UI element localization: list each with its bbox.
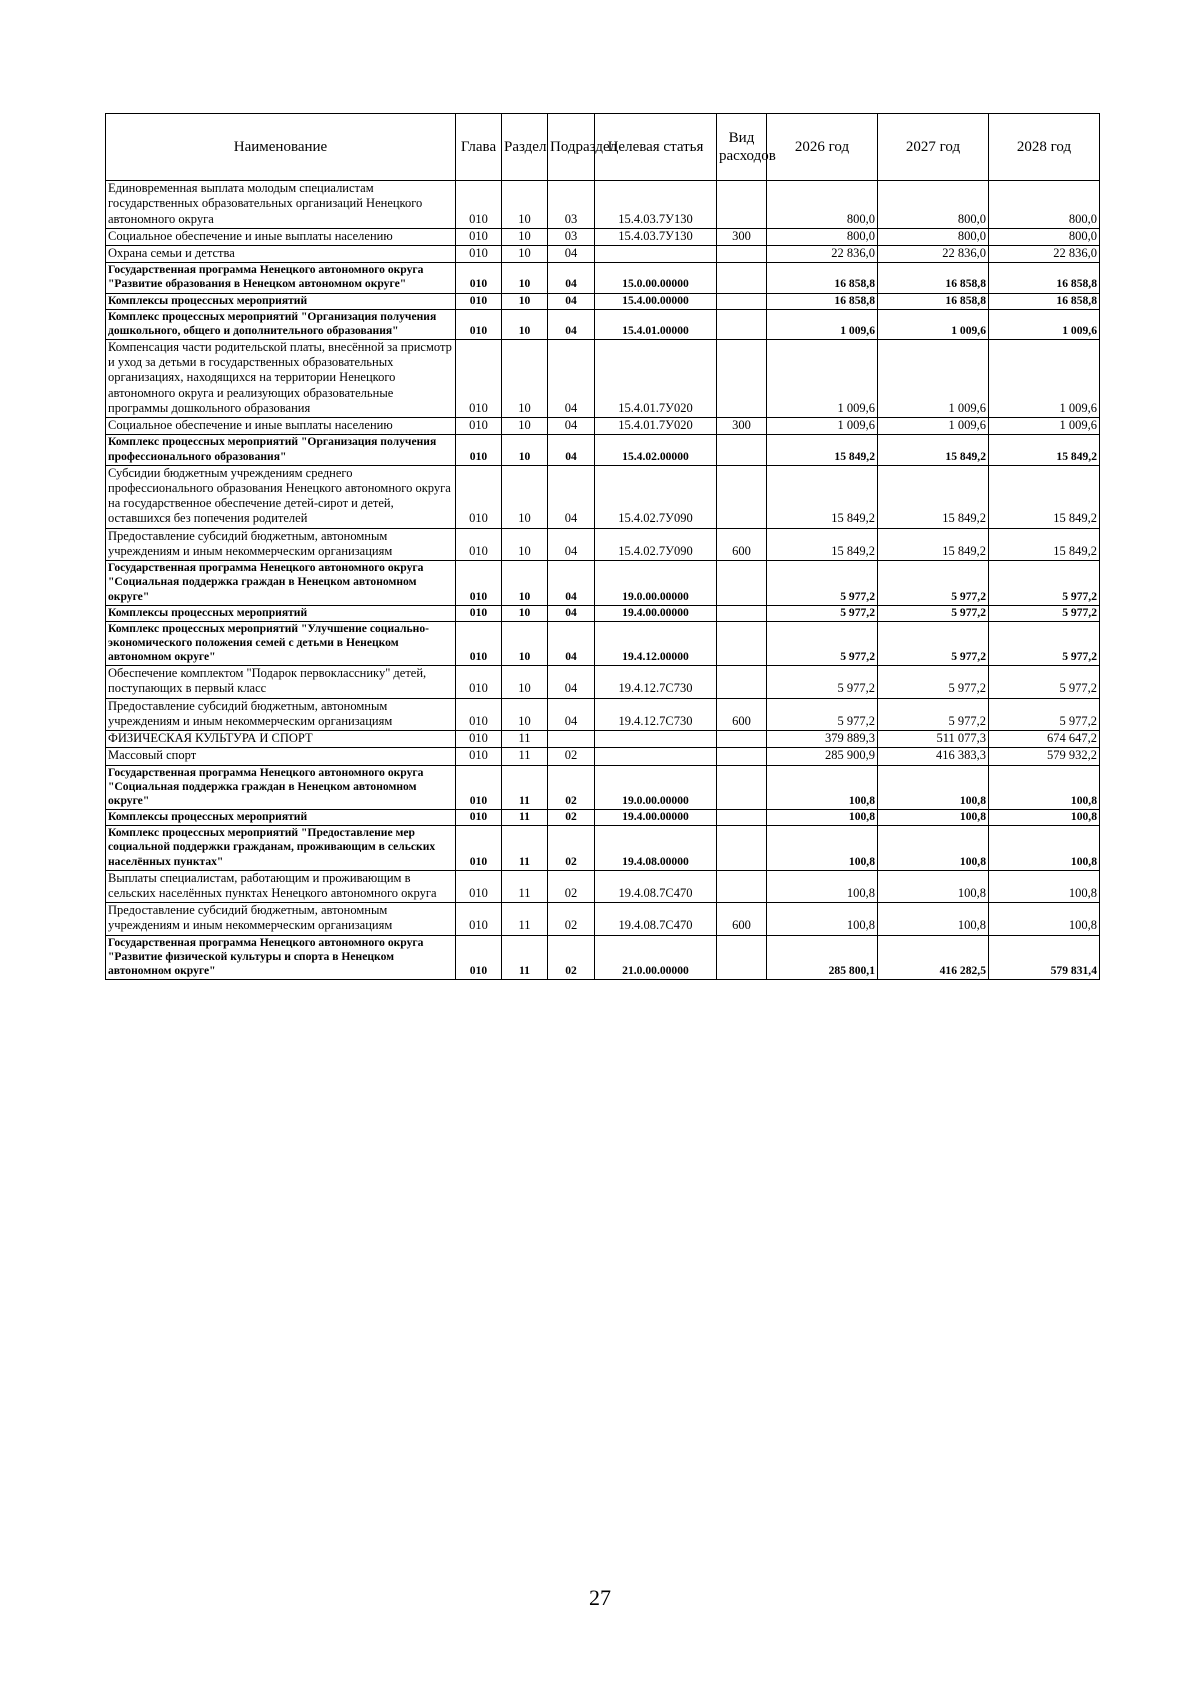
cell-tselevaya: 19.4.12.7С730 bbox=[595, 698, 717, 731]
cell-glava: 010 bbox=[456, 870, 502, 903]
table-row bbox=[106, 418, 1100, 435]
cell-2027: 22 836,0 bbox=[878, 246, 989, 263]
cell-glava: 010 bbox=[456, 765, 502, 809]
cell-razdel: 10 bbox=[502, 293, 548, 309]
cell-2027: 100,8 bbox=[878, 810, 989, 826]
cell-glava: 010 bbox=[456, 246, 502, 263]
cell-tselevaya: 19.4.12.00000 bbox=[595, 621, 717, 665]
cell-2026: 379 889,3 bbox=[767, 731, 878, 748]
cell-2028: 100,8 bbox=[989, 903, 1100, 936]
table-row bbox=[106, 339, 1100, 417]
table-row bbox=[106, 181, 1100, 229]
cell-razdel: 11 bbox=[502, 903, 548, 936]
cell-2027: 416 282,5 bbox=[878, 935, 989, 979]
cell-podrazdel: 02 bbox=[548, 748, 595, 765]
cell-vid: 300 bbox=[717, 228, 767, 245]
cell-2028: 5 977,2 bbox=[989, 666, 1100, 699]
cell-2027: 5 977,2 bbox=[878, 621, 989, 665]
cell-2028: 22 836,0 bbox=[989, 246, 1100, 263]
cell-2028: 800,0 bbox=[989, 181, 1100, 229]
cell-2026: 5 977,2 bbox=[767, 621, 878, 665]
cell-name: Предоставление субсидий бюджетным, автономным учреждениям и иным некоммерческим организациям bbox=[106, 903, 456, 936]
cell-2026: 16 858,8 bbox=[767, 263, 878, 293]
table-row bbox=[106, 465, 1100, 528]
cell-name: Комплекс процессных мероприятий "Организация получения профессионального образования" bbox=[106, 435, 456, 465]
cell-tselevaya bbox=[595, 246, 717, 263]
cell-tselevaya: 19.4.08.7С470 bbox=[595, 870, 717, 903]
cell-razdel: 10 bbox=[502, 435, 548, 465]
cell-razdel: 10 bbox=[502, 418, 548, 435]
cell-tselevaya: 19.4.00.00000 bbox=[595, 605, 717, 621]
cell-vid bbox=[717, 605, 767, 621]
cell-2027: 16 858,8 bbox=[878, 263, 989, 293]
cell-vid: 600 bbox=[717, 528, 767, 561]
cell-2027: 100,8 bbox=[878, 765, 989, 809]
table-row bbox=[106, 731, 1100, 748]
cell-name: Выплаты специалистам, работающим и проживающим в сельских населённых пунктах Ненецкого автономного округа bbox=[106, 870, 456, 903]
page-number: 27 bbox=[589, 1585, 611, 1610]
cell-tselevaya: 21.0.00.00000 bbox=[595, 935, 717, 979]
cell-tselevaya: 19.4.08.00000 bbox=[595, 826, 717, 870]
header-glava: Глава bbox=[456, 114, 502, 181]
cell-vid bbox=[717, 621, 767, 665]
cell-tselevaya: 15.4.01.7У020 bbox=[595, 418, 717, 435]
cell-tselevaya bbox=[595, 731, 717, 748]
cell-2028: 100,8 bbox=[989, 810, 1100, 826]
cell-podrazdel: 04 bbox=[548, 418, 595, 435]
table-row bbox=[106, 698, 1100, 731]
cell-razdel: 11 bbox=[502, 765, 548, 809]
cell-name: Комплексы процессных мероприятий bbox=[106, 810, 456, 826]
cell-vid: 300 bbox=[717, 418, 767, 435]
cell-2027: 800,0 bbox=[878, 228, 989, 245]
header-name: Наименование bbox=[106, 114, 456, 181]
cell-2026: 5 977,2 bbox=[767, 605, 878, 621]
cell-glava: 010 bbox=[456, 605, 502, 621]
cell-tselevaya: 19.0.00.00000 bbox=[595, 765, 717, 809]
table-row bbox=[106, 435, 1100, 465]
cell-tselevaya: 19.0.00.00000 bbox=[595, 561, 717, 605]
cell-tselevaya: 15.0.00.00000 bbox=[595, 263, 717, 293]
cell-2026: 100,8 bbox=[767, 870, 878, 903]
cell-2027: 16 858,8 bbox=[878, 293, 989, 309]
cell-podrazdel: 04 bbox=[548, 309, 595, 339]
cell-glava: 010 bbox=[456, 903, 502, 936]
cell-razdel: 11 bbox=[502, 870, 548, 903]
cell-name: Государственная программа Ненецкого автономного округа "Социальная поддержка граждан в Ненецком автономном округе" bbox=[106, 765, 456, 809]
cell-glava: 010 bbox=[456, 435, 502, 465]
cell-podrazdel: 04 bbox=[548, 561, 595, 605]
cell-name: Комплексы процессных мероприятий bbox=[106, 293, 456, 309]
cell-vid bbox=[717, 826, 767, 870]
header-2028: 2028 год bbox=[989, 114, 1100, 181]
cell-razdel: 10 bbox=[502, 528, 548, 561]
cell-razdel: 11 bbox=[502, 826, 548, 870]
cell-2026: 1 009,6 bbox=[767, 309, 878, 339]
cell-tselevaya: 15.4.02.7У090 bbox=[595, 465, 717, 528]
cell-2028: 15 849,2 bbox=[989, 465, 1100, 528]
cell-2026: 285 900,9 bbox=[767, 748, 878, 765]
cell-2027: 1 009,6 bbox=[878, 418, 989, 435]
cell-2027: 416 383,3 bbox=[878, 748, 989, 765]
cell-glava: 010 bbox=[456, 465, 502, 528]
cell-2028: 16 858,8 bbox=[989, 293, 1100, 309]
cell-2026: 285 800,1 bbox=[767, 935, 878, 979]
cell-tselevaya: 15.4.03.7У130 bbox=[595, 228, 717, 245]
cell-razdel: 10 bbox=[502, 339, 548, 417]
cell-vid bbox=[717, 246, 767, 263]
cell-2026: 100,8 bbox=[767, 810, 878, 826]
cell-podrazdel: 04 bbox=[548, 465, 595, 528]
table-row bbox=[106, 528, 1100, 561]
cell-2026: 5 977,2 bbox=[767, 666, 878, 699]
cell-name: ФИЗИЧЕСКАЯ КУЛЬТУРА И СПОРТ bbox=[106, 731, 456, 748]
cell-razdel: 10 bbox=[502, 263, 548, 293]
cell-tselevaya: 19.4.08.7С470 bbox=[595, 903, 717, 936]
cell-name: Государственная программа Ненецкого автономного округа "Развитие физической культуры и спорта в Ненецком автономном округе" bbox=[106, 935, 456, 979]
cell-name: Комплексы процессных мероприятий bbox=[106, 605, 456, 621]
cell-2028: 5 977,2 bbox=[989, 698, 1100, 731]
cell-vid bbox=[717, 666, 767, 699]
cell-2026: 1 009,6 bbox=[767, 339, 878, 417]
cell-name: Предоставление субсидий бюджетным, автономным учреждениям и иным некоммерческим организациям bbox=[106, 698, 456, 731]
cell-razdel: 10 bbox=[502, 621, 548, 665]
table-row bbox=[106, 561, 1100, 605]
cell-razdel: 10 bbox=[502, 698, 548, 731]
cell-vid bbox=[717, 339, 767, 417]
table-row bbox=[106, 621, 1100, 665]
cell-glava: 010 bbox=[456, 621, 502, 665]
cell-2028: 1 009,6 bbox=[989, 339, 1100, 417]
cell-podrazdel: 03 bbox=[548, 181, 595, 229]
table-body bbox=[106, 181, 1100, 980]
cell-2028: 579 831,4 bbox=[989, 935, 1100, 979]
header-2027: 2027 год bbox=[878, 114, 989, 181]
cell-podrazdel: 04 bbox=[548, 435, 595, 465]
table-row bbox=[106, 810, 1100, 826]
cell-name: Социальное обеспечение и иные выплаты населению bbox=[106, 228, 456, 245]
cell-podrazdel: 04 bbox=[548, 246, 595, 263]
cell-name: Комплекс процессных мероприятий "Организация получения дошкольного, общего и дополнительного образования" bbox=[106, 309, 456, 339]
cell-2027: 15 849,2 bbox=[878, 465, 989, 528]
cell-razdel: 10 bbox=[502, 246, 548, 263]
cell-2026: 100,8 bbox=[767, 826, 878, 870]
cell-2027: 800,0 bbox=[878, 181, 989, 229]
cell-2027: 100,8 bbox=[878, 870, 989, 903]
cell-glava: 010 bbox=[456, 339, 502, 417]
cell-vid bbox=[717, 181, 767, 229]
table-row bbox=[106, 666, 1100, 699]
cell-2027: 5 977,2 bbox=[878, 561, 989, 605]
cell-2028: 100,8 bbox=[989, 870, 1100, 903]
cell-glava: 010 bbox=[456, 810, 502, 826]
cell-2028: 674 647,2 bbox=[989, 731, 1100, 748]
cell-2026: 800,0 bbox=[767, 181, 878, 229]
cell-razdel: 10 bbox=[502, 181, 548, 229]
cell-vid: 600 bbox=[717, 698, 767, 731]
cell-tselevaya bbox=[595, 748, 717, 765]
cell-2026: 5 977,2 bbox=[767, 698, 878, 731]
cell-2027: 5 977,2 bbox=[878, 698, 989, 731]
cell-2028: 15 849,2 bbox=[989, 435, 1100, 465]
header-podrazdel: Подраздел bbox=[548, 114, 595, 181]
table-row bbox=[106, 293, 1100, 309]
cell-vid bbox=[717, 935, 767, 979]
cell-2026: 22 836,0 bbox=[767, 246, 878, 263]
cell-tselevaya: 15.4.03.7У130 bbox=[595, 181, 717, 229]
cell-glava: 010 bbox=[456, 935, 502, 979]
cell-2026: 15 849,2 bbox=[767, 528, 878, 561]
cell-name: Единовременная выплата молодым специалистам государственных образовательных организаций Ненецкого автономного округа bbox=[106, 181, 456, 229]
cell-razdel: 11 bbox=[502, 935, 548, 979]
cell-2026: 1 009,6 bbox=[767, 418, 878, 435]
cell-2028: 1 009,6 bbox=[989, 309, 1100, 339]
cell-tselevaya: 19.4.00.00000 bbox=[595, 810, 717, 826]
header-tselevaya: Целевая статья bbox=[595, 114, 717, 181]
cell-2026: 15 849,2 bbox=[767, 465, 878, 528]
cell-vid bbox=[717, 309, 767, 339]
cell-vid: 600 bbox=[717, 903, 767, 936]
cell-podrazdel: 04 bbox=[548, 666, 595, 699]
table-row bbox=[106, 748, 1100, 765]
cell-glava: 010 bbox=[456, 666, 502, 699]
cell-name: Социальное обеспечение и иные выплаты населению bbox=[106, 418, 456, 435]
cell-2027: 100,8 bbox=[878, 826, 989, 870]
cell-glava: 010 bbox=[456, 418, 502, 435]
cell-2027: 5 977,2 bbox=[878, 605, 989, 621]
cell-glava: 010 bbox=[456, 528, 502, 561]
cell-2028: 800,0 bbox=[989, 228, 1100, 245]
cell-podrazdel: 02 bbox=[548, 903, 595, 936]
cell-2028: 5 977,2 bbox=[989, 621, 1100, 665]
cell-name: Комплекс процессных мероприятий "Предоставление мер социальной поддержки гражданам, проживающим в сельских населённых пунктах" bbox=[106, 826, 456, 870]
cell-glava: 010 bbox=[456, 309, 502, 339]
table-row bbox=[106, 935, 1100, 979]
cell-2026: 800,0 bbox=[767, 228, 878, 245]
cell-podrazdel: 04 bbox=[548, 621, 595, 665]
cell-vid bbox=[717, 561, 767, 605]
cell-2027: 15 849,2 bbox=[878, 528, 989, 561]
cell-2027: 100,8 bbox=[878, 903, 989, 936]
cell-podrazdel: 04 bbox=[548, 605, 595, 621]
cell-podrazdel: 02 bbox=[548, 935, 595, 979]
cell-name: Массовый спорт bbox=[106, 748, 456, 765]
cell-podrazdel: 04 bbox=[548, 339, 595, 417]
header-2026: 2026 год bbox=[767, 114, 878, 181]
header-razdel: Раздел bbox=[502, 114, 548, 181]
cell-razdel: 11 bbox=[502, 731, 548, 748]
cell-podrazdel: 04 bbox=[548, 263, 595, 293]
cell-tselevaya: 15.4.00.00000 bbox=[595, 293, 717, 309]
cell-podrazdel: 03 bbox=[548, 228, 595, 245]
cell-2027: 1 009,6 bbox=[878, 309, 989, 339]
cell-2027: 1 009,6 bbox=[878, 339, 989, 417]
cell-podrazdel: 02 bbox=[548, 870, 595, 903]
cell-podrazdel: 04 bbox=[548, 528, 595, 561]
cell-podrazdel bbox=[548, 731, 595, 748]
cell-2028: 16 858,8 bbox=[989, 263, 1100, 293]
cell-tselevaya: 15.4.01.00000 bbox=[595, 309, 717, 339]
cell-razdel: 10 bbox=[502, 605, 548, 621]
table-row bbox=[106, 228, 1100, 245]
cell-glava: 010 bbox=[456, 698, 502, 731]
header-vid: Вид расходов bbox=[717, 114, 767, 181]
table-row bbox=[106, 246, 1100, 263]
cell-vid bbox=[717, 748, 767, 765]
cell-2026: 5 977,2 bbox=[767, 561, 878, 605]
cell-glava: 010 bbox=[456, 748, 502, 765]
cell-2028: 1 009,6 bbox=[989, 418, 1100, 435]
cell-glava: 010 bbox=[456, 293, 502, 309]
cell-name: Охрана семьи и детства bbox=[106, 246, 456, 263]
cell-2026: 100,8 bbox=[767, 903, 878, 936]
cell-name: Предоставление субсидий бюджетным, автономным учреждениям и иным некоммерческим организациям bbox=[106, 528, 456, 561]
cell-vid bbox=[717, 810, 767, 826]
cell-vid bbox=[717, 765, 767, 809]
cell-razdel: 10 bbox=[502, 228, 548, 245]
cell-glava: 010 bbox=[456, 228, 502, 245]
cell-tselevaya: 15.4.02.00000 bbox=[595, 435, 717, 465]
cell-razdel: 10 bbox=[502, 309, 548, 339]
cell-glava: 010 bbox=[456, 181, 502, 229]
cell-tselevaya: 15.4.02.7У090 bbox=[595, 528, 717, 561]
cell-name: Государственная программа Ненецкого автономного округа "Социальная поддержка граждан в Ненецком автономном округе" bbox=[106, 561, 456, 605]
table-row bbox=[106, 903, 1100, 936]
cell-2028: 15 849,2 bbox=[989, 528, 1100, 561]
cell-vid bbox=[717, 870, 767, 903]
cell-razdel: 11 bbox=[502, 810, 548, 826]
cell-glava: 010 bbox=[456, 561, 502, 605]
cell-tselevaya: 19.4.12.7С730 bbox=[595, 666, 717, 699]
cell-2026: 16 858,8 bbox=[767, 293, 878, 309]
cell-glava: 010 bbox=[456, 263, 502, 293]
table-row bbox=[106, 765, 1100, 809]
cell-vid bbox=[717, 435, 767, 465]
cell-razdel: 10 bbox=[502, 561, 548, 605]
cell-razdel: 11 bbox=[502, 748, 548, 765]
cell-name: Обеспечение комплектом "Подарок первокласснику" детей, поступающих в первый класс bbox=[106, 666, 456, 699]
table-header-row bbox=[106, 114, 1100, 181]
cell-glava: 010 bbox=[456, 826, 502, 870]
cell-name: Компенсация части родительской платы, внесённой за присмотр и уход за детьми в государственных образовательных организациях, находящихся на территории Ненецкого автономного округа и реализующих образовательные программы дошкольного образования bbox=[106, 339, 456, 417]
cell-razdel: 10 bbox=[502, 465, 548, 528]
table-row bbox=[106, 309, 1100, 339]
cell-tselevaya: 15.4.01.7У020 bbox=[595, 339, 717, 417]
cell-podrazdel: 02 bbox=[548, 826, 595, 870]
cell-glava: 010 bbox=[456, 731, 502, 748]
cell-podrazdel: 04 bbox=[548, 293, 595, 309]
table-row bbox=[106, 870, 1100, 903]
cell-name: Комплекс процессных мероприятий "Улучшение социально-экономического положения семей с детьми в Ненецком автономном округе" bbox=[106, 621, 456, 665]
cell-podrazdel: 02 bbox=[548, 765, 595, 809]
table-row bbox=[106, 826, 1100, 870]
cell-name: Государственная программа Ненецкого автономного округа "Развитие образования в Ненецком автономном округе" bbox=[106, 263, 456, 293]
cell-2026: 15 849,2 bbox=[767, 435, 878, 465]
table-row bbox=[106, 263, 1100, 293]
table-row bbox=[106, 605, 1100, 621]
cell-razdel: 10 bbox=[502, 666, 548, 699]
cell-vid bbox=[717, 731, 767, 748]
cell-vid bbox=[717, 465, 767, 528]
budget-table bbox=[105, 113, 1100, 980]
cell-2028: 100,8 bbox=[989, 826, 1100, 870]
cell-podrazdel: 04 bbox=[548, 698, 595, 731]
cell-2028: 100,8 bbox=[989, 765, 1100, 809]
cell-2028: 5 977,2 bbox=[989, 561, 1100, 605]
cell-2028: 579 932,2 bbox=[989, 748, 1100, 765]
cell-2027: 511 077,3 bbox=[878, 731, 989, 748]
cell-2027: 5 977,2 bbox=[878, 666, 989, 699]
cell-vid bbox=[717, 263, 767, 293]
cell-name: Субсидии бюджетным учреждениям среднего профессионального образования Ненецкого автономного округа на государственное обеспечение детей-сирот и детей, оставшихся без попечения родителей bbox=[106, 465, 456, 528]
cell-2028: 5 977,2 bbox=[989, 605, 1100, 621]
cell-2027: 15 849,2 bbox=[878, 435, 989, 465]
cell-vid bbox=[717, 293, 767, 309]
cell-2026: 100,8 bbox=[767, 765, 878, 809]
cell-podrazdel: 02 bbox=[548, 810, 595, 826]
